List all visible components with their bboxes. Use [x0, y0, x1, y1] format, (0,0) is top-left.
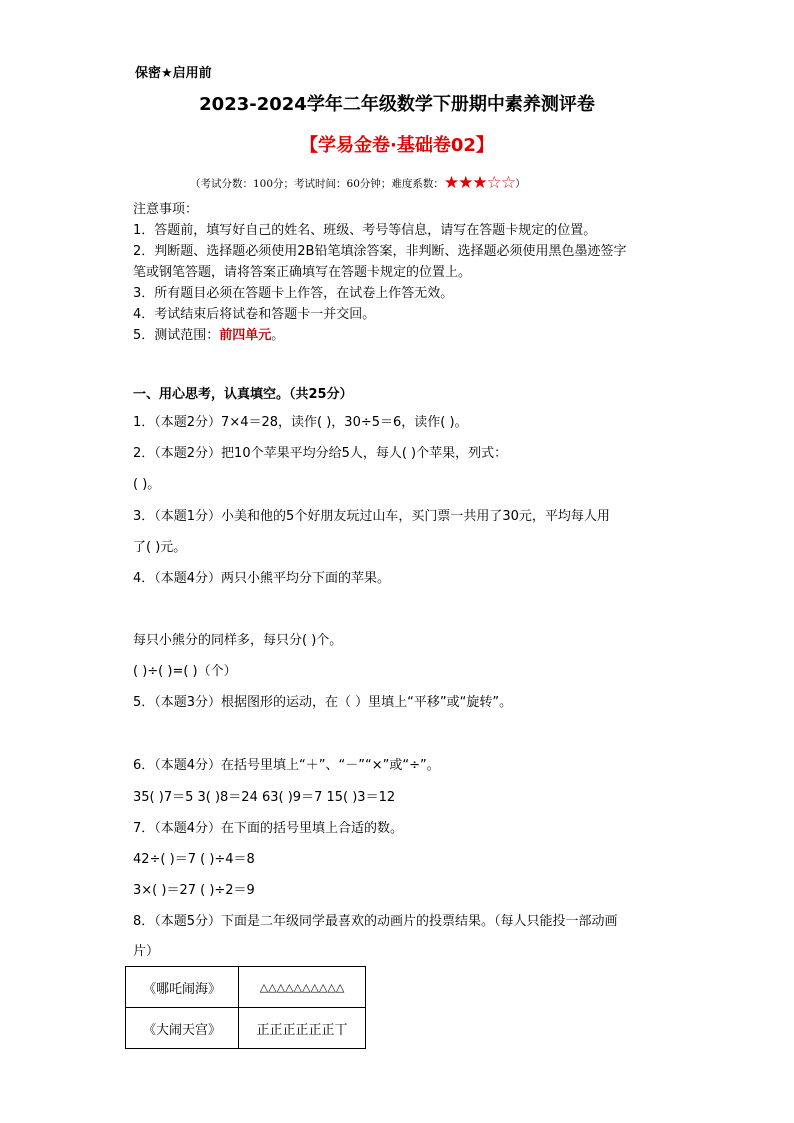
vote-tally: 正正正正正正丅 — [239, 1008, 366, 1049]
cartoon-name: 《大闹天宫》 — [126, 1008, 239, 1049]
question-line: 每只小熊分的同样多，每只分( )个。 — [133, 633, 343, 648]
scope-value: 前四单元 — [219, 328, 272, 343]
question-line: ( )。 — [133, 477, 161, 492]
vote-tally: △△△△△△△△△△ — [239, 967, 366, 1008]
question-line: 3×( )＝27 ( )÷2＝9 — [133, 883, 255, 898]
note-item: 3．所有题目必须在答题卡上作答，在试卷上作答无效。 — [133, 286, 454, 301]
table-row — [126, 967, 366, 1008]
scope-prefix: 5．测试范围： — [133, 328, 220, 343]
star-empty-icon: ☆☆ — [486, 173, 516, 193]
exam-meta — [190, 173, 526, 193]
page-title: 2023-2024学年二年级数学下册期中素养测评卷 — [199, 94, 595, 115]
note-item: 笔或钢笔答题，请将答案正确填写在答题卡规定的位置上。 — [133, 265, 472, 280]
difficulty-stars — [444, 173, 515, 193]
star-filled-icon: ★★★ — [443, 173, 487, 193]
confidential-label: 保密★启用前 — [135, 66, 212, 81]
question-line: 2．（本题2分）把10个苹果平均分给5人，每人( )个苹果，列式： — [133, 446, 508, 461]
exam-meta-text: （考试分数：100分；考试时间：60分钟；难度系数： — [190, 178, 444, 190]
note-item: 2．判断题、选择题必须使用2B铅笔填涂答案，非判断、选择题必须使用黑色墨迹签字 — [133, 244, 627, 259]
question-line: 4．（本题4分）两只小熊平均分下面的苹果。 — [133, 571, 391, 586]
question-line: 6．（本题4分）在括号里填上“＋”、“－”“×”或“÷”。 — [133, 758, 440, 773]
vote-table — [125, 966, 366, 1049]
question-line: 1．（本题2分）7×4＝28，读作( )，30÷5＝6，读作( )。 — [133, 415, 468, 430]
question-line: 3．（本题1分）小美和他的5个好朋友玩过山车，买门票一共用了30元，平均每人用 — [133, 509, 610, 524]
question-line: 了( )元。 — [133, 540, 187, 555]
note-item: 1．答题前，填写好自己的姓名、班级、考号等信息，请写在答题卡规定的位置。 — [133, 223, 597, 238]
section-title: 一、用心思考，认真填空。（共25分） — [133, 387, 353, 402]
exam-meta-end: ） — [515, 178, 526, 190]
question-line: 42÷( )＝7 ( )÷4＝8 — [133, 852, 255, 867]
table-row — [126, 1008, 366, 1049]
note-item-scope — [133, 324, 284, 343]
question-line: 片） — [133, 944, 160, 959]
page-subtitle: 【学易金卷·基础卷02】 — [300, 135, 494, 156]
scope-suffix: 。 — [271, 328, 285, 343]
question-line: 8．（本题5分）下面是二年级同学最喜欢的动画片的投票结果。（每人只能投一部动画 — [133, 914, 618, 929]
question-line: 35( )7＝5 3( )8＝24 63( )9＝7 15( )3＝12 — [133, 790, 396, 805]
question-line: ( )÷( )=( )（个） — [133, 664, 237, 679]
notes-heading: 注意事项： — [133, 202, 199, 217]
note-item: 4．考试结束后将试卷和答题卡一并交回。 — [133, 307, 376, 322]
cartoon-name: 《哪吒闹海》 — [126, 967, 239, 1008]
question-line: 5．（本题3分）根据图形的运动，在（ ）里填上“平移”或“旋转”。 — [133, 695, 513, 710]
question-line: 7．（本题4分）在下面的括号里填上合适的数。 — [133, 821, 404, 836]
